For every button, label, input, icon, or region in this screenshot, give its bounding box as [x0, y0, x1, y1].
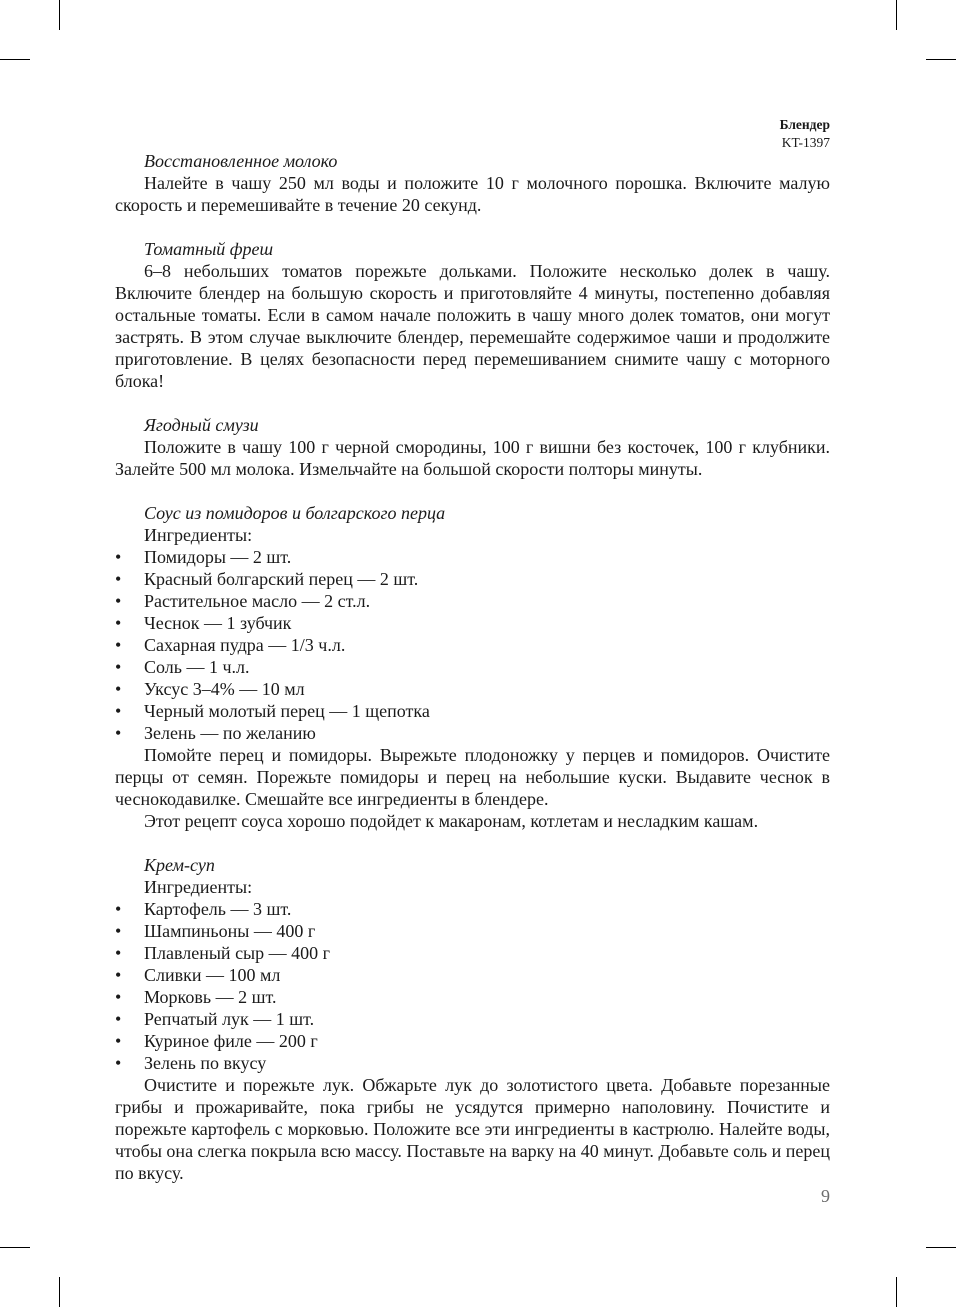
- recipe-paragraph: Очистите и порежьте лук. Обжарьте лук до золотистого цвета. Добавьте порезанные грибы и прожаривайте, пока грибы не усядутся примерно наполовину. Почистите и порежьте картофель с морковью. Положите все эти ингредиенты в кастрюлю. Налейте воды, чтобы она слегка покрыла всю массу. Поставьте на варку на 40 минут. Добавьте соль и перец по вкусу.: [115, 1075, 830, 1183]
- ingredients-label: Ингредиенты:: [144, 525, 253, 545]
- ingredient-item: [115, 942, 830, 964]
- recipe-title: Соус из помидоров и болгарского перца: [144, 503, 446, 523]
- crop-mark: [0, 1247, 30, 1248]
- ingredients-list: [115, 898, 830, 1074]
- bullet-icon: •: [115, 899, 122, 919]
- page-content: [115, 150, 830, 1184]
- ingredient-text: Сливки — 100 мл: [144, 965, 281, 985]
- recipe-section: [115, 414, 830, 480]
- ingredient-item: [115, 612, 830, 634]
- ingredient-text: Плавленый сыр — 400 г: [144, 943, 331, 963]
- bullet-icon: •: [115, 591, 122, 611]
- ingredient-item: [115, 678, 830, 700]
- ingredient-item: [115, 700, 830, 722]
- ingredient-item: [115, 656, 830, 678]
- crop-mark: [896, 0, 897, 30]
- bullet-icon: •: [115, 1009, 122, 1029]
- ingredient-text: Куриное филе — 200 г: [144, 1031, 318, 1051]
- ingredient-text: Растительное масло — 2 ст.л.: [144, 591, 371, 611]
- recipe-title: Ягодный смузи: [144, 415, 259, 435]
- ingredient-text: Зелень — по желанию: [144, 723, 316, 743]
- page-number: 9: [821, 1186, 830, 1206]
- ingredient-text: Уксус 3–4% — 10 мл: [144, 679, 305, 699]
- ingredient-item: [115, 898, 830, 920]
- bullet-icon: •: [115, 943, 122, 963]
- ingredient-text: Картофель — 3 шт.: [144, 899, 292, 919]
- ingredient-item: [115, 986, 830, 1008]
- recipe-paragraph: Этот рецепт соуса хорошо подойдет к макаронам, котлетам и несладким кашам.: [144, 811, 759, 831]
- ingredient-item: [115, 634, 830, 656]
- recipe-paragraph: Помойте перец и помидоры. Вырежьте плодоножку у перцев и помидоров. Очистите перцы от семян. Порежьте помидоры и перец на небольшие куски. Выдавите чеснок в чеснокодавилке. Смешайте все ингредиенты в блендере.: [115, 745, 830, 809]
- ingredient-text: Красный болгарский перец — 2 шт.: [144, 569, 419, 589]
- ingredient-text: Сахарная пудра — 1/3 ч.л.: [144, 635, 346, 655]
- ingredient-text: Черный молотый перец — 1 щепотка: [144, 701, 430, 721]
- bullet-icon: •: [115, 723, 122, 743]
- ingredient-item: [115, 546, 830, 568]
- ingredient-text: Морковь — 2 шт.: [144, 987, 277, 1007]
- crop-mark: [926, 59, 956, 60]
- recipe-title: Восстановленное молоко: [144, 151, 338, 171]
- bullet-icon: •: [115, 987, 122, 1007]
- ingredient-item: [115, 1052, 830, 1074]
- header-model: KT-1397: [781, 135, 830, 150]
- crop-mark: [0, 59, 30, 60]
- ingredient-item: [115, 722, 830, 744]
- recipe-title: Крем-суп: [144, 855, 215, 875]
- ingredient-text: Помидоры — 2 шт.: [144, 547, 292, 567]
- bullet-icon: •: [115, 547, 122, 567]
- bullet-icon: •: [115, 635, 122, 655]
- ingredient-item: [115, 1008, 830, 1030]
- crop-mark: [896, 1277, 897, 1307]
- recipe-section: [115, 854, 830, 1184]
- ingredient-text: Соль — 1 ч.л.: [144, 657, 250, 677]
- bullet-icon: •: [115, 965, 122, 985]
- ingredient-item: [115, 964, 830, 986]
- ingredients-list: [115, 546, 830, 744]
- recipe-title: Томатный фреш: [144, 239, 274, 259]
- ingredient-text: Чеснок — 1 зубчик: [144, 613, 292, 633]
- crop-mark: [59, 0, 60, 30]
- recipe-section: [115, 238, 830, 392]
- ingredient-text: Репчатый лук — 1 шт.: [144, 1009, 315, 1029]
- ingredient-item: [115, 568, 830, 590]
- bullet-icon: •: [115, 1031, 122, 1051]
- bullet-icon: •: [115, 921, 122, 941]
- running-header: [780, 116, 830, 152]
- ingredients-label: Ингредиенты:: [144, 877, 253, 897]
- recipe-section: [115, 502, 830, 832]
- recipe-paragraph: 6–8 небольших томатов порежьте дольками. Положите несколько долек в чашу. Включите блендер на большую скорость и приготовляйте 4 минуты, постепенно добавляя остальные томаты. Если в самом начале положить в чашу много долек томатов, они могут застрять. В этом случае выключите блендер, перемешайте содержимое чаши и продолжите приготовление. В целях безопасности перед перемешиванием снимите чашу с моторного блока!: [115, 261, 830, 391]
- crop-mark: [59, 1277, 60, 1307]
- recipe-paragraph: Налейте в чашу 250 мл воды и положите 10 г молочного порошка. Включите малую скорость и перемешивайте в течение 20 секунд.: [115, 173, 830, 215]
- bullet-icon: •: [115, 613, 122, 633]
- ingredient-text: Шампиньоны — 400 г: [144, 921, 316, 941]
- ingredient-item: [115, 1030, 830, 1052]
- ingredient-item: [115, 590, 830, 612]
- bullet-icon: •: [115, 1053, 122, 1073]
- bullet-icon: •: [115, 569, 122, 589]
- bullet-icon: •: [115, 679, 122, 699]
- ingredient-text: Зелень по вкусу: [144, 1053, 267, 1073]
- bullet-icon: •: [115, 701, 122, 721]
- recipe-section: [115, 150, 830, 216]
- header-product: Блендер: [779, 117, 830, 132]
- recipe-paragraph: Положите в чашу 100 г черной смородины, 100 г вишни без косточек, 100 г клубники. Залейте 500 мл молока. Измельчайте на большой скорости полторы минуты.: [115, 437, 830, 479]
- crop-mark: [926, 1247, 956, 1248]
- bullet-icon: •: [115, 657, 122, 677]
- ingredient-item: [115, 920, 830, 942]
